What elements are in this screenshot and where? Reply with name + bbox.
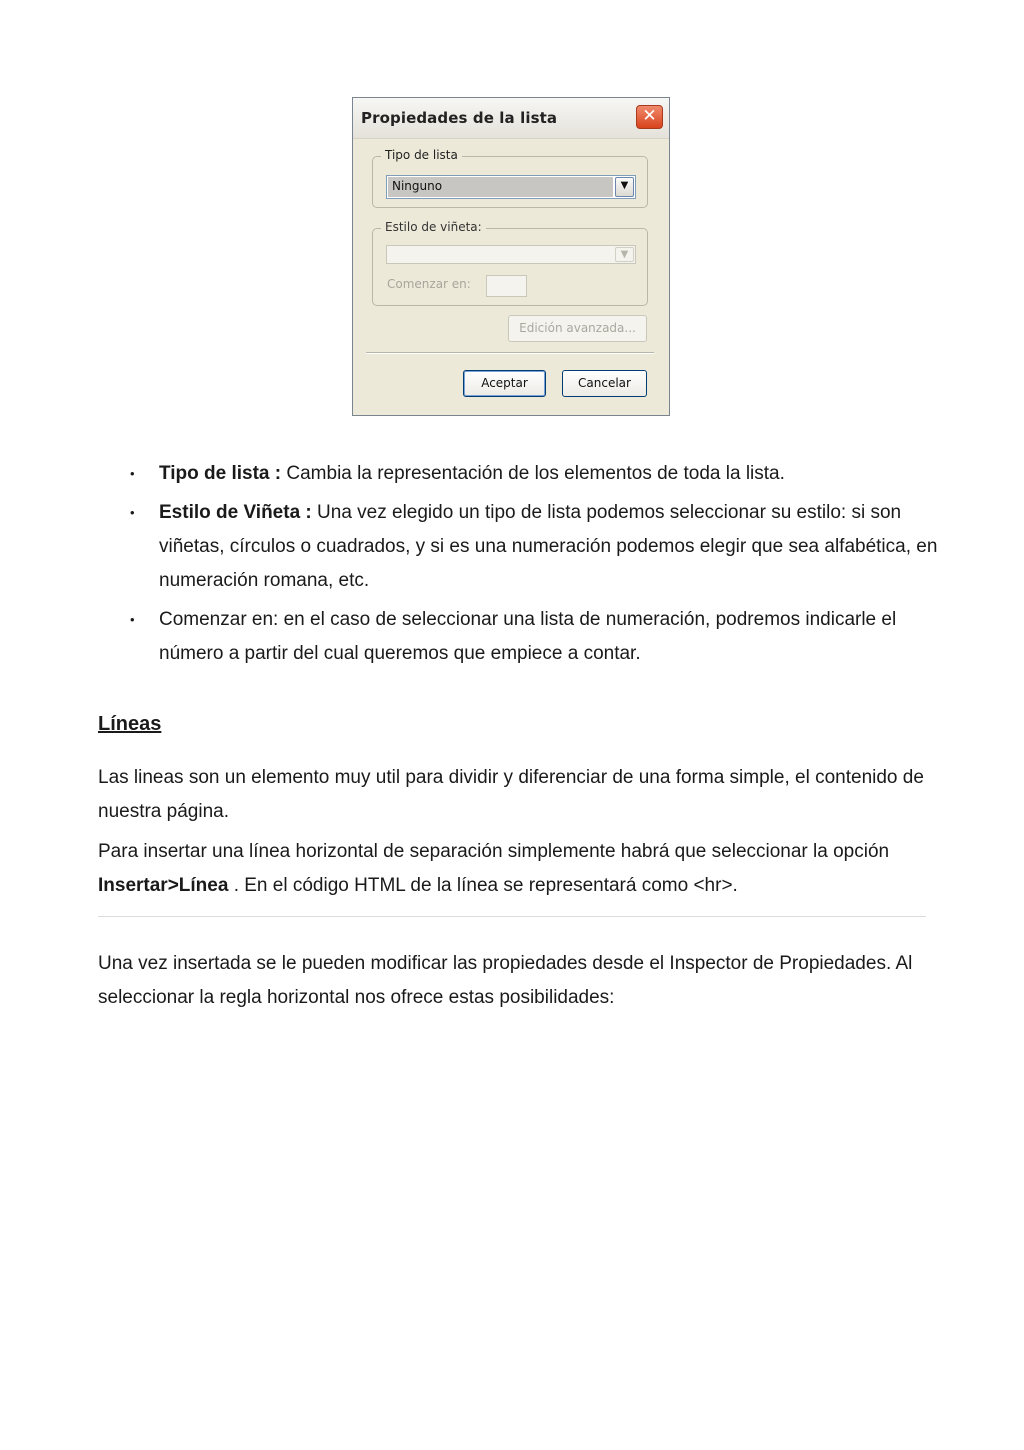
list-properties-dialog xyxy=(352,97,670,416)
cancelar-button[interactable]: Cancelar xyxy=(562,370,647,397)
tipo-de-lista-label: Tipo de lista xyxy=(381,148,462,162)
tipo-de-lista-group xyxy=(372,148,648,208)
paragraph-inspector: Una vez insertada se le pueden modificar las propiedades desde el Inspector de Propiedades. Al seleccionar la regla horizontal nos ofrece estas posibilidades: xyxy=(98,953,913,1008)
aceptar-button[interactable]: Aceptar xyxy=(463,370,546,397)
estilo-de-vineta-group xyxy=(372,220,648,306)
bullet-text: Cambia la representación de los elementos de toda la lista. xyxy=(281,463,785,484)
paragraph-intro: Las lineas son un elemento muy util para dividir y diferenciar de una forma simple, el contenido de nuestra página. xyxy=(98,767,924,822)
paragraph-insert-start: Para insertar una línea horizontal de separación simplemente habrá que seleccionar la opción xyxy=(98,841,890,862)
estilo-de-vineta-select[interactable] xyxy=(386,245,636,264)
bullet-text: Comenzar en: en el caso de seleccionar una lista de numeración, podremos indicarle el número a partir del cual queremos que empiece a contar. xyxy=(159,609,897,664)
tipo-de-lista-select[interactable] xyxy=(386,175,636,199)
list-item xyxy=(130,496,950,598)
paragraph-insert xyxy=(98,835,938,903)
tipo-de-lista-value: Ninguno xyxy=(388,177,613,197)
dialog-separator xyxy=(366,352,654,354)
menu-path: Insertar>Línea xyxy=(98,875,229,896)
comenzar-en-input[interactable] xyxy=(486,275,527,297)
bullet-icon: • xyxy=(130,466,135,481)
comenzar-en-label: Comenzar en: xyxy=(387,277,471,291)
horizontal-rule xyxy=(98,916,926,917)
dialog-title: Propiedades de la lista xyxy=(361,109,558,127)
paragraph-insert-end: . En el código HTML de la línea se representará como <hr>. xyxy=(228,875,738,896)
chevron-down-icon: ▼ xyxy=(615,247,634,262)
properties-bullet-list xyxy=(130,457,950,676)
dialog-titlebar[interactable] xyxy=(353,98,669,139)
bullet-term: Tipo de lista : xyxy=(159,463,282,484)
bullet-icon: • xyxy=(130,505,135,520)
edicion-avanzada-button[interactable]: Edición avanzada... xyxy=(508,315,647,342)
estilo-de-vineta-label: Estilo de viñeta: xyxy=(381,220,486,234)
close-icon[interactable]: ✕ xyxy=(636,105,663,129)
bullet-text: Una vez elegido un tipo de lista podemos seleccionar su estilo: si son viñetas, círculos o cuadrados, y si es una numeración podemos elegir que sea alfabética, en numeración romana, etc. xyxy=(159,502,938,591)
list-item xyxy=(130,603,950,671)
chevron-down-icon[interactable]: ▼ xyxy=(615,177,634,197)
bullet-icon: • xyxy=(130,612,135,627)
bullet-term: Estilo de Viñeta : xyxy=(159,502,312,523)
section-heading: Líneas xyxy=(98,713,162,735)
list-item xyxy=(130,457,950,491)
